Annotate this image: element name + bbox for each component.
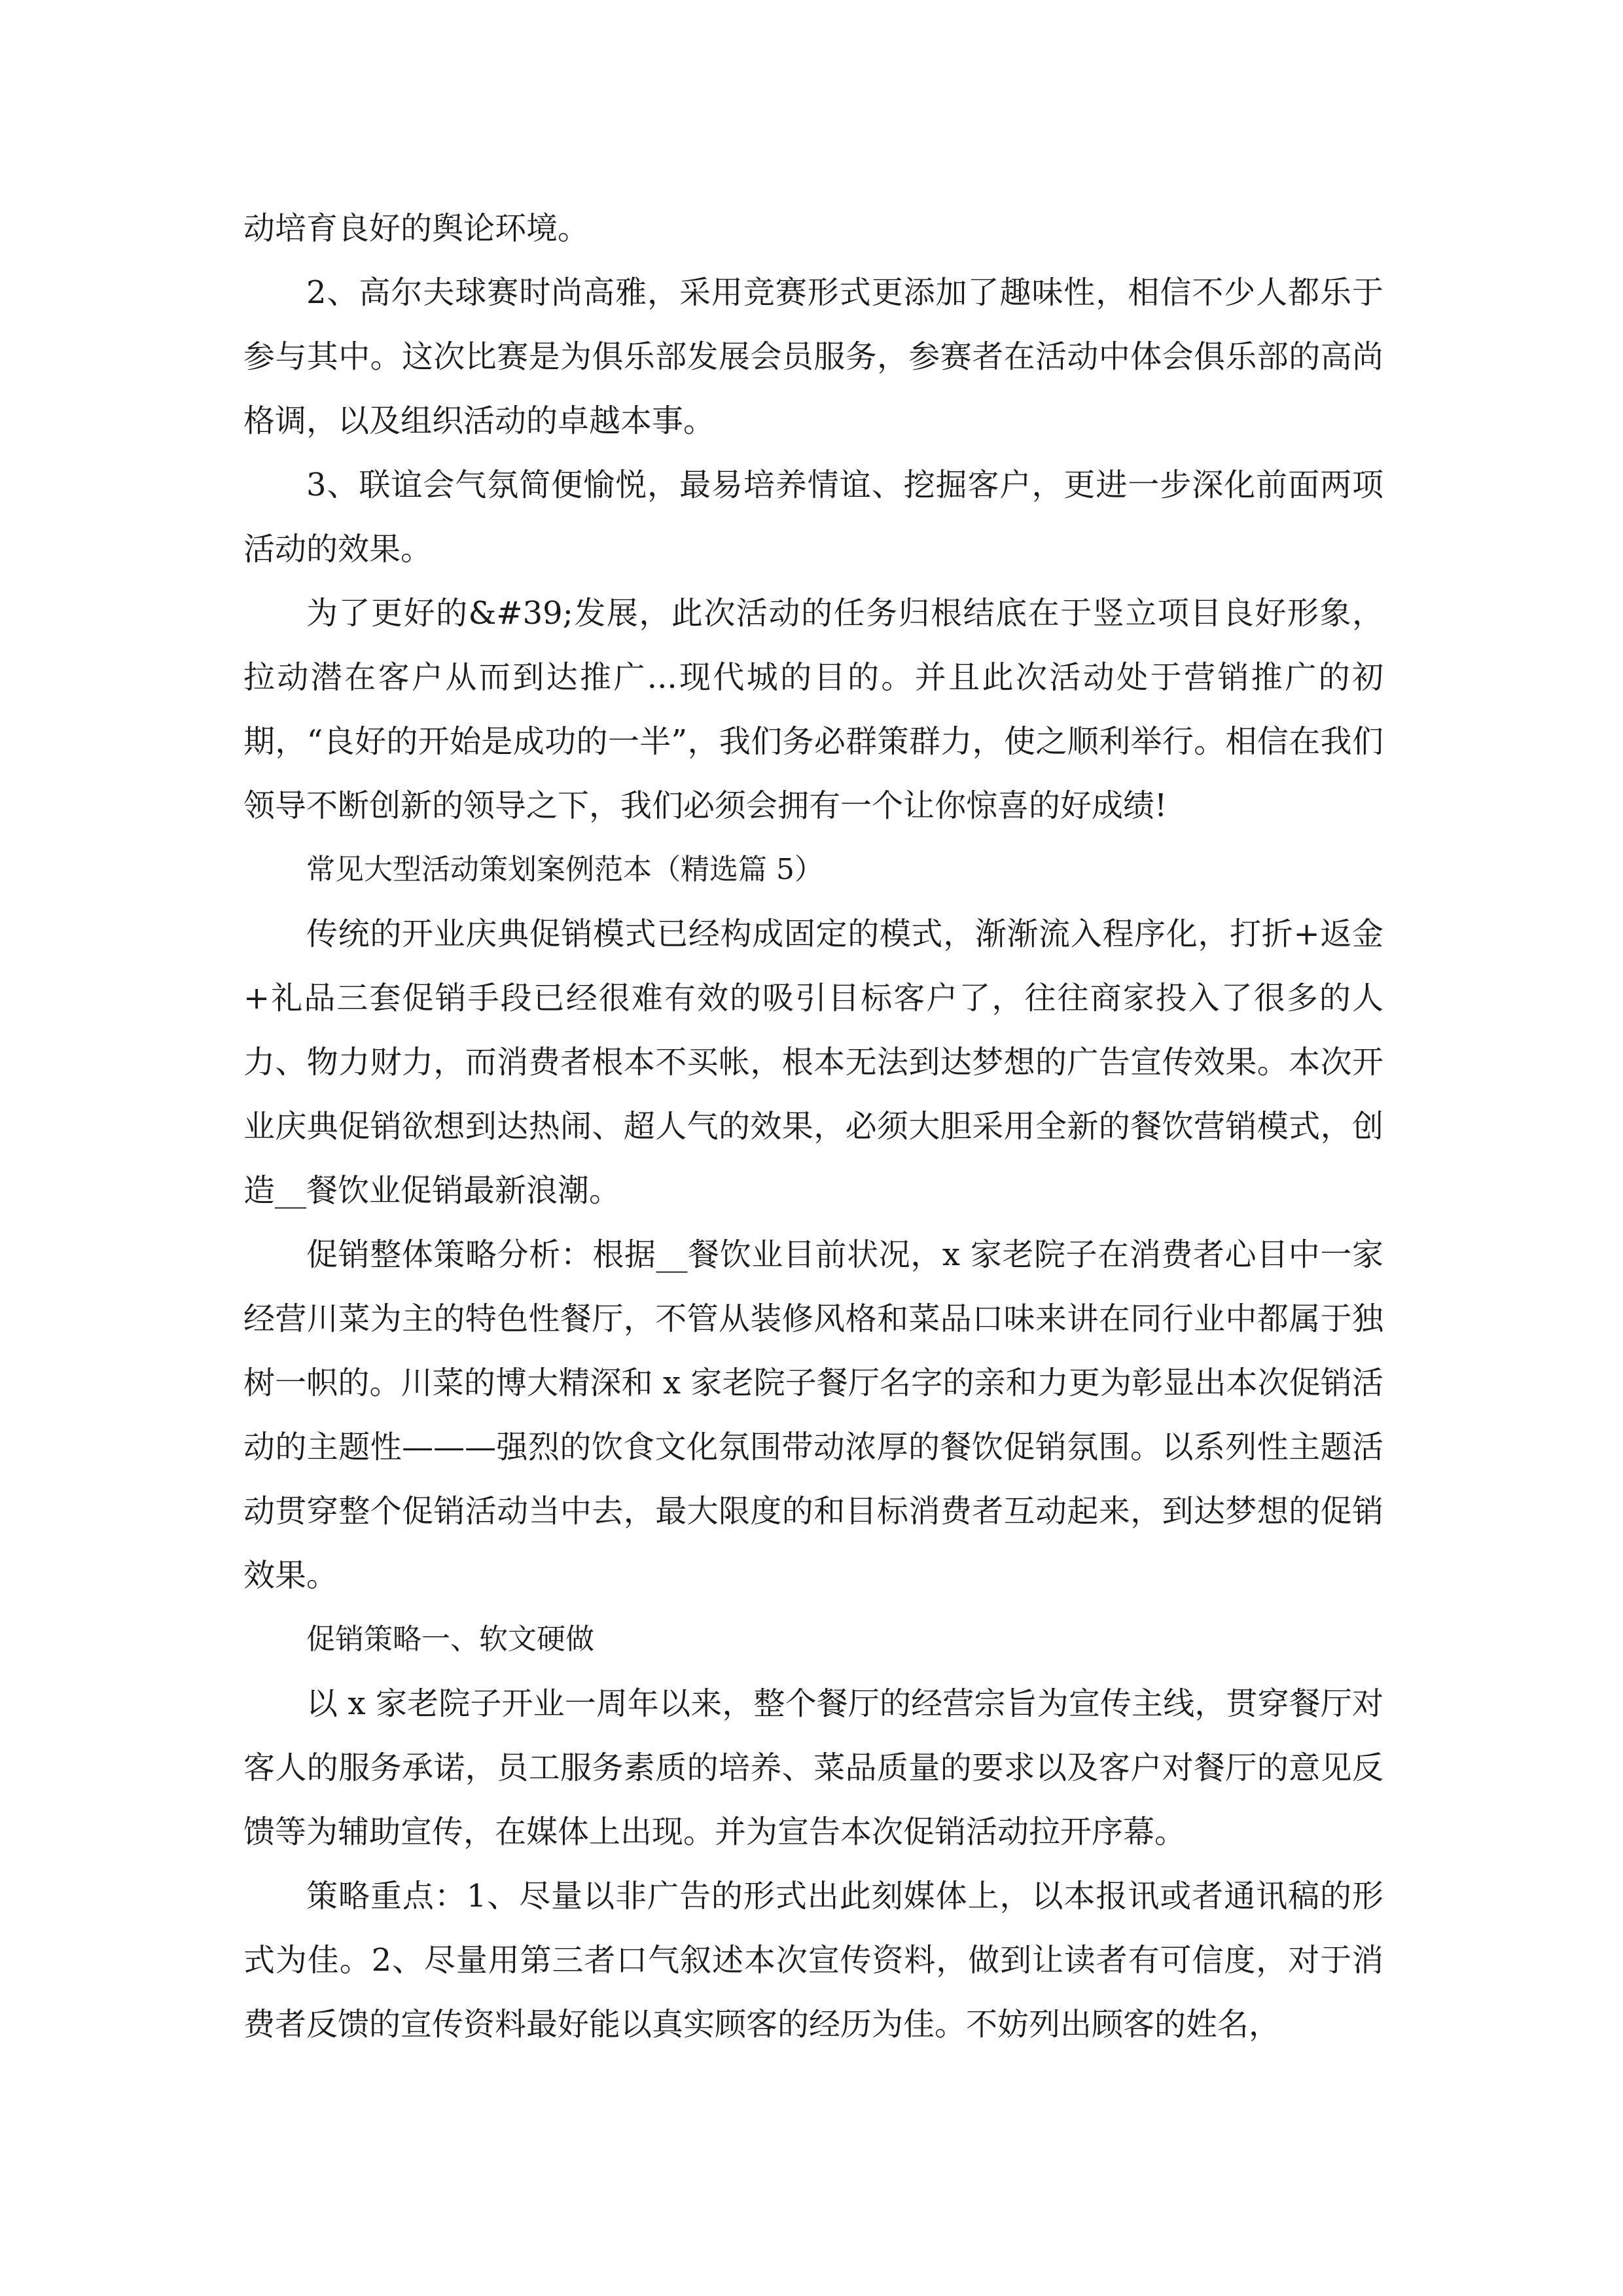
paragraph-friendship-party: 3、联谊会气氛简便愉悦，最易培养情谊、挖掘客户，更进一步深化前面两项活动的效果。: [243, 467, 1383, 567]
paragraph-activity-goal: 为了更好的&#39;发展，此次活动的任务归根结底在于竖立项目良好形象，拉动潜在客户从而到达推广...现代城的目的。并且此次活动处于营销推广的初期，“良好的开始是成功的一半”，我们务必群策群力，使之顺利举行。相信在我们领导不断创新的领导之下，我们必须会拥有一个让你惊喜的好成绩!: [243, 595, 1383, 824]
section-heading-sample-5: 常见大型活动策划案例范本（精选篇 5）: [306, 853, 823, 886]
paragraph-traditional-promotion: 传统的开业庆典促销模式已经构成固定的模式，渐渐流入程序化，打折+返金+礼品三套促销手段已经很难有效的吸引目标客户了，往往商家投入了很多的人力、物力财力，而消费者根本不买帐，根本无法到达梦想的广告宣传效果。本次开业庆典促销欲想到达热闹、超人气的效果，必须大胆采用全新的餐饮营销模式，创造__餐饮业促销最新浪潮。: [243, 916, 1383, 1209]
paragraph-strategy-focus: 策略重点：1、尽量以非广告的形式出此刻媒体上，以本报讯或者通讯稿的形式为佳。2、尽量用第三者口气叙述本次宣传资料，做到让读者有可信度，对于消费者反馈的宣传资料最好能以真实顾客的经历为佳。不妨列出顾客的姓名，: [243, 1878, 1383, 2043]
document-body: [243, 196, 1383, 2056]
paragraph-strategy-analysis: 促销整体策略分析：根据__餐饮业目前状况，x 家老院子在消费者心目中一家经营川菜为主的特色性餐厅，不管从装修风格和菜品口味来讲在同行业中都属于独树一帜的。川菜的博大精深和 x 家老院子餐厅名字的亲和力更为彰显出本次促销活动的主题性———强烈的饮食文化氛围带动浓厚的餐饮促销氛围。以系列性主题活动贯穿整个促销活动当中去，最大限度的和目标消费者互动起来，到达梦想的促销效果。: [243, 1236, 1383, 1594]
paragraph-anniversary-publicity: 以 x 家老院子开业一周年以来，整个餐厅的经营宗旨为宣传主线，贯穿餐厅对客人的服务承诺，员工服务素质的培养、菜品质量的要求以及客户对餐厅的意见反馈等为辅助宣传，在媒体上出现。并为宣告本次促销活动拉开序幕。: [243, 1685, 1383, 1850]
section-heading-strategy-one: 促销策略一、软文硬做: [306, 1623, 594, 1656]
paragraph-continuation: 动培育良好的舆论环境。: [243, 210, 590, 247]
paragraph-golf-tournament: 2、高尔夫球赛时尚高雅，采用竞赛形式更添加了趣味性，相信不少人都乐于参与其中。这次比赛是为俱乐部发展会员服务，参赛者在活动中体会俱乐部的高尚格调，以及组织活动的卓越本事。: [243, 274, 1383, 439]
